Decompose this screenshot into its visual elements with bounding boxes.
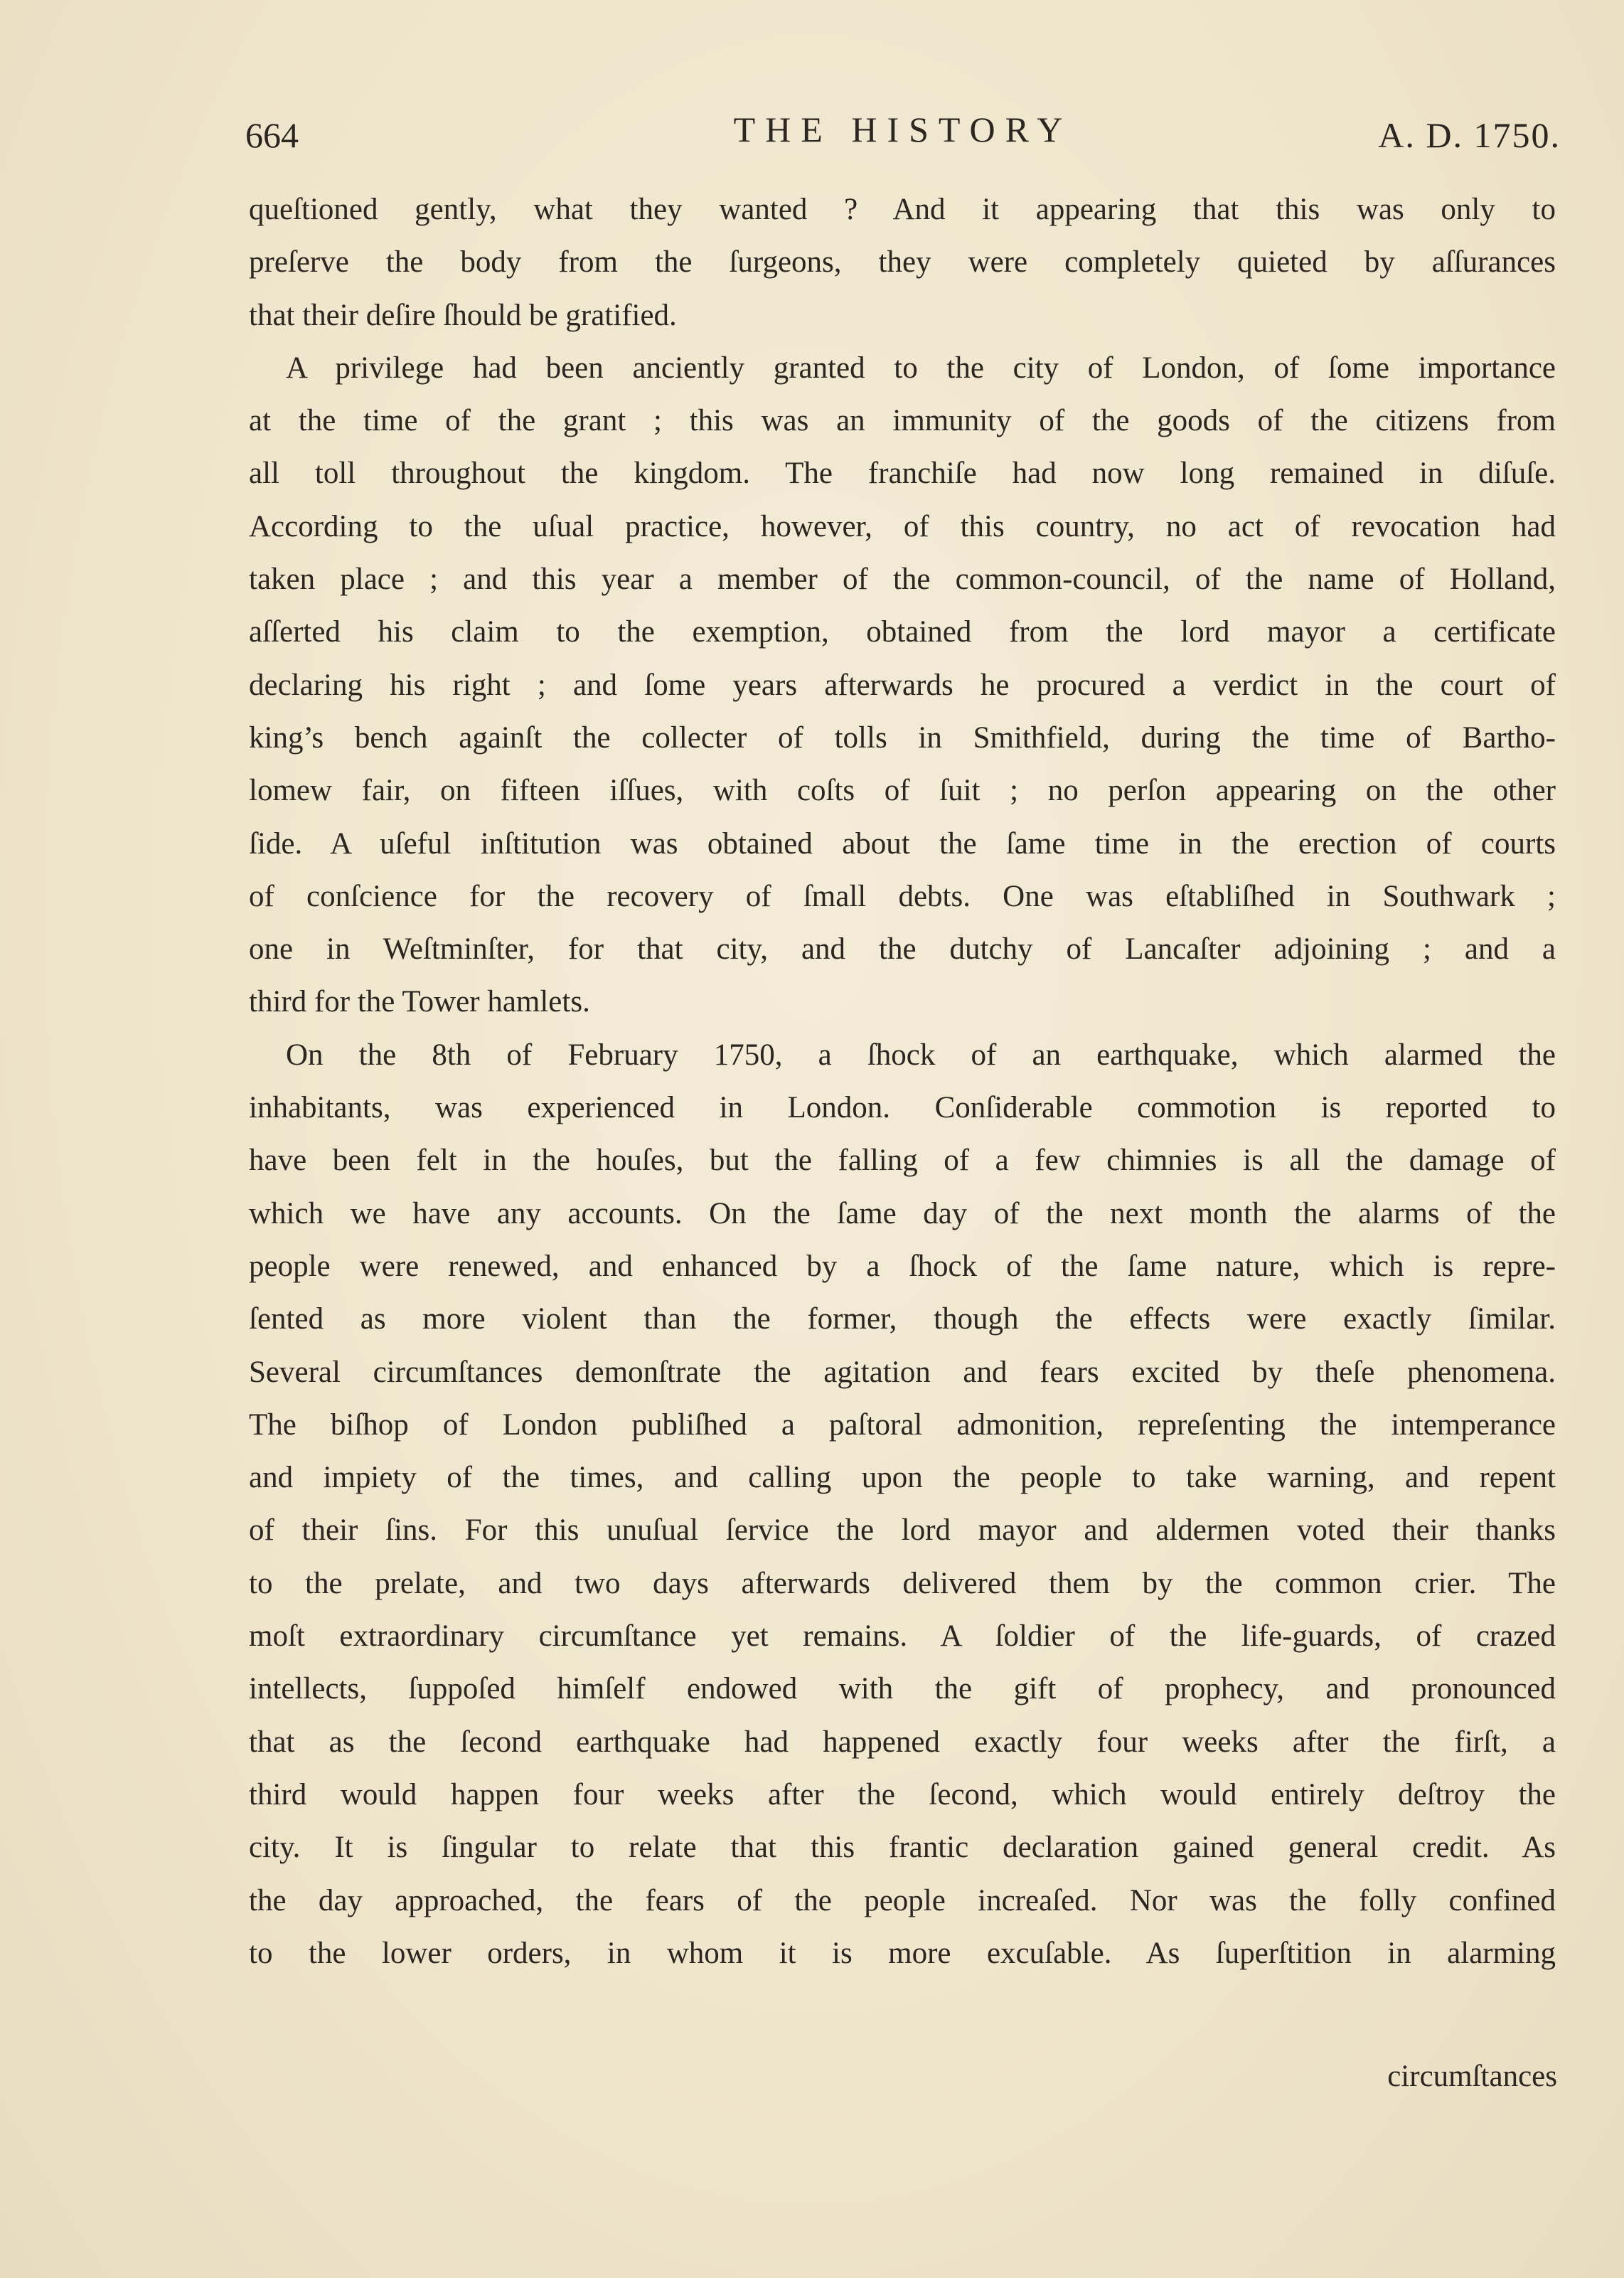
text-line: one in Weſtminſter, for that city, and the dutchy of Lancaſter adjoining ; and a (249, 932, 1556, 967)
text-line: to the lower orders, in whom it is more excuſable. As ſuperſtition in alarming (249, 1936, 1556, 1970)
running-title: THE HISTORY (733, 110, 1073, 149)
text-line: The biſhop of London publiſhed a paſtoral admonition, repreſenting the intemperance (249, 1407, 1556, 1442)
text-line: that their deſire ſhould be gratified. (249, 298, 677, 332)
text-line: to the prelate, and two days afterwards delivered them by the common crier. The (249, 1566, 1556, 1600)
text-line: the day approached, the fears of the people increaſed. Nor was the folly confined (249, 1883, 1556, 1917)
text-line: lomew fair, on fifteen iſſues, with coſts of ſuit ; no perſon appearing on the other (249, 774, 1556, 808)
catchword: circumſtances (1387, 2060, 1557, 2093)
text-line: A privilege had been anciently granted to the city of London, of ſome importance (286, 351, 1556, 385)
body-text (249, 183, 1556, 1980)
text-line: declaring his right ; and ſome years afterwards he procured a verdict in the court of (249, 668, 1556, 702)
text-line: and impiety of the times, and calling upon the people to take warning, and repent (249, 1461, 1556, 1495)
text-line: third for the Tower hamlets. (249, 985, 590, 1019)
text-line: of conſcience for the recovery of ſmall debts. One was eſtabliſhed in Southwark ; (249, 879, 1556, 913)
text-line: aſſerted his claim to the exemption, obtained from the lord mayor a certificate (249, 615, 1556, 649)
text-line: that as the ſecond earthquake had happened exactly four weeks after the firſt, a (249, 1725, 1556, 1759)
text-line: have been felt in the houſes, but the falling of a few chimnies is all the damage of (249, 1144, 1556, 1178)
text-line: of their ſins. For this unuſual ſervice the lord mayor and aldermen voted their thanks (249, 1513, 1556, 1548)
running-date: A. D. 1750. (1378, 115, 1561, 155)
text-line: Several circumſtances demonſtrate the agitation and fears excited by theſe phenomena. (249, 1355, 1556, 1389)
page-number: 664 (245, 115, 299, 155)
text-line: On the 8th of February 1750, a ſhock of an earthquake, which alarmed the (286, 1038, 1556, 1072)
text-line: city. It is ſingular to relate that this frantic declaration gained general credit. As (249, 1831, 1556, 1865)
text-line: preſerve the body from the ſurgeons, they were completely quieted by aſſurances (249, 245, 1556, 280)
text-line: moſt extraordinary circumſtance yet remains. A ſoldier of the life-guards, of crazed (249, 1619, 1556, 1654)
text-line: all toll throughout the kingdom. The franchiſe had now long remained in diſuſe. (249, 457, 1556, 491)
running-head (245, 107, 1561, 164)
text-line: people were renewed, and enhanced by a ſhock of the ſame nature, which is repre- (249, 1249, 1556, 1283)
text-line: intellects, ſuppoſed himſelf endowed with the gift of prophecy, and pronounced (249, 1672, 1556, 1706)
text-line: ſide. A uſeful inſtitution was obtained about the ſame time in the erection of courts (249, 826, 1556, 861)
text-line: ſented as more violent than the former, though the effects were exactly ſimilar. (249, 1302, 1556, 1336)
text-line: king’s bench againſt the collecter of tolls in Smithfield, during the time of Bartho- (249, 720, 1556, 755)
text-line: at the time of the grant ; this was an immunity of the goods of the citizens from (249, 404, 1556, 438)
text-line: inhabitants, was experienced in London. Conſiderable commotion is reported to (249, 1091, 1556, 1125)
text-line: which we have any accounts. On the ſame day of the next month the alarms of the (249, 1196, 1556, 1230)
text-line: third would happen four weeks after the ſecond, which would entirely deſtroy the (249, 1777, 1556, 1811)
text-line: taken place ; and this year a member of the common-council, of the name of Holland, (249, 563, 1556, 597)
text-line: queſtioned gently, what they wanted ? And it appearing that this was only to (249, 193, 1556, 226)
text-line: According to the uſual practice, however, of this country, no act of revocation had (249, 509, 1556, 543)
